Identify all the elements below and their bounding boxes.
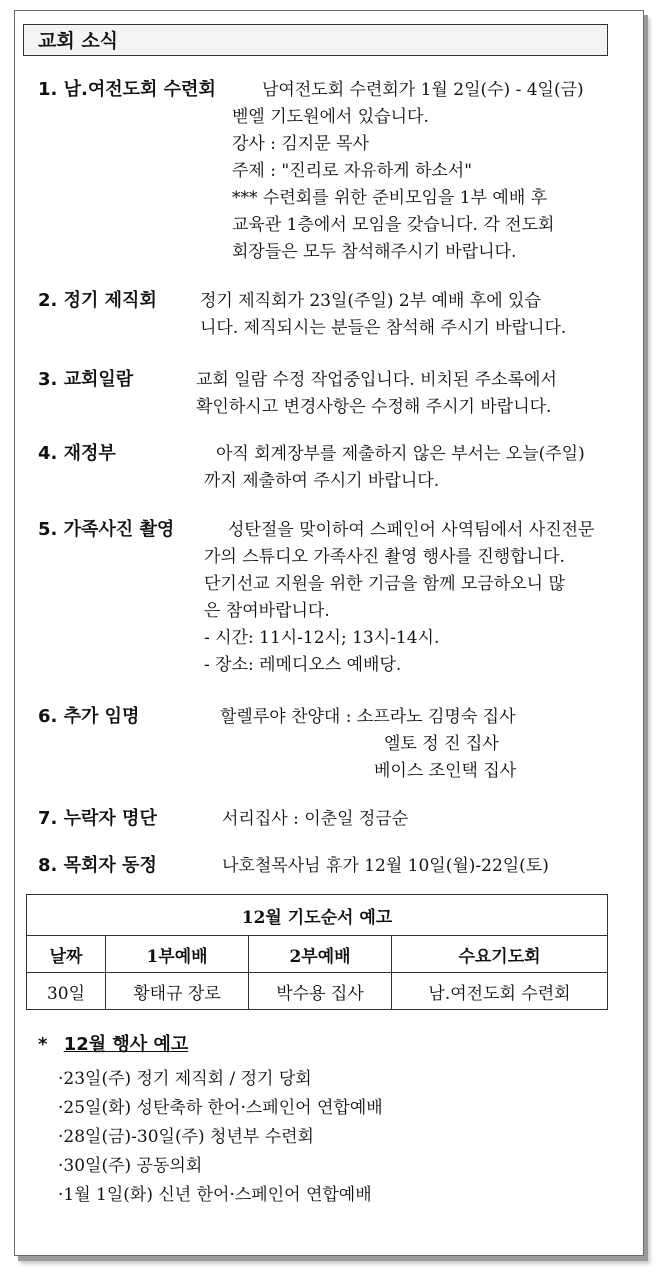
item-7-line-1: 서리집사 : 이춘일 정금순 bbox=[222, 809, 409, 829]
item-5-title: 5. 가족사진 촬영 bbox=[38, 519, 175, 540]
table-header-service-2: 2부예배 bbox=[249, 936, 392, 973]
table-cell-service-2: 박수용 집사 bbox=[249, 973, 392, 1010]
events-bullet: * bbox=[38, 1034, 48, 1055]
event-item: ·1월 1일(화) 신년 한어·스페인어 연합예배 bbox=[58, 1185, 372, 1205]
item-4-line-1: 아직 회계장부를 제출하지 않은 부서는 오늘(주일) bbox=[216, 444, 585, 464]
item-1-line-1: 남여전도회 수련회가 1월 2일(수) - 4일(금) bbox=[262, 80, 584, 100]
table-header-date: 날짜 bbox=[27, 936, 106, 973]
prayer-schedule-table bbox=[26, 894, 608, 1010]
item-2-line-2: 니다. 제직되시는 분들은 참석해 주시기 바랍니다. bbox=[200, 318, 567, 338]
item-4-title: 4. 재정부 bbox=[38, 443, 116, 464]
item-8-title: 8. 목회자 동정 bbox=[38, 855, 157, 876]
item-3-line-2: 확인하시고 변경사항은 수정해 주시기 바랍니다. bbox=[196, 397, 552, 417]
item-8-line-1: 나호철목사님 휴가 12월 10일(월)-22일(토) bbox=[222, 856, 549, 876]
item-6-line-1: 할렐루야 찬양대 : 소프라노 김명숙 집사 bbox=[220, 707, 516, 727]
item-2-title: 2. 정기 제직회 bbox=[38, 290, 157, 311]
item-1-line-2: 벧엘 기도원에서 있습니다. bbox=[232, 107, 429, 127]
table-cell-date: 30일 bbox=[27, 973, 106, 1010]
item-3-line-1: 교회 일람 수정 작업중입니다. 비치된 주소록에서 bbox=[196, 370, 557, 390]
table-header-wednesday: 수요기도회 bbox=[392, 936, 608, 973]
event-item: ·28일(금)-30일(주) 청년부 수련회 bbox=[58, 1127, 314, 1147]
item-5-line-1: 성탄절을 맞이하여 스페인어 사역팀에서 사진전문 bbox=[228, 520, 595, 540]
item-1-line-7: 회장들은 모두 참석해주시기 바랍니다. bbox=[232, 242, 517, 262]
table-cell-service-1: 황태규 장로 bbox=[106, 973, 249, 1010]
events-heading bbox=[38, 1030, 188, 1056]
item-5-line-3: 단기선교 지원을 위한 기금을 함께 모금하오니 많 bbox=[204, 574, 565, 594]
item-1-line-4: 주제 : "진리로 자유하게 하소서" bbox=[232, 161, 473, 181]
table-header-service-1: 1부예배 bbox=[106, 936, 249, 973]
table-row bbox=[27, 973, 608, 1010]
item-6-line-3: 베이스 조인택 집사 bbox=[374, 761, 517, 781]
event-item: ·23일(주) 정기 제직회 / 정기 당회 bbox=[58, 1069, 312, 1089]
item-5-line-5: - 시간: 11시-12시; 13시-14시. bbox=[204, 628, 440, 648]
item-1-line-5: *** 수련회를 위한 준비모임을 1부 예배 후 bbox=[232, 188, 548, 208]
event-item: ·30일(주) 공동의회 bbox=[58, 1156, 203, 1176]
item-5-line-6: - 장소: 레메디오스 예배당. bbox=[204, 655, 402, 675]
item-5-line-2: 가의 스튜디오 가족사진 촬영 행사를 진행합니다. bbox=[204, 547, 565, 567]
item-7-title: 7. 누락자 명단 bbox=[38, 808, 157, 829]
item-1-line-3: 강사 : 김지문 목사 bbox=[232, 134, 369, 154]
item-5-line-4: 은 참여바랍니다. bbox=[204, 601, 330, 621]
event-item: ·25일(화) 성탄축하 한어·스페인어 연합예배 bbox=[58, 1098, 383, 1118]
item-6-title: 6. 추가 임명 bbox=[38, 706, 140, 727]
table-cell-wednesday: 남.여전도회 수련회 bbox=[392, 973, 608, 1010]
item-6-line-2: 엘토 정 진 집사 bbox=[384, 734, 499, 754]
prayer-table-caption: 12월 기도순서 예고 bbox=[27, 895, 608, 936]
item-1-title: 1. 남.여전도회 수련회 bbox=[38, 79, 216, 100]
events-title: 12월 행사 예고 bbox=[63, 1034, 189, 1055]
section-header: 교회 소식 bbox=[23, 24, 608, 56]
item-4-line-2: 까지 제출하여 주시기 바랍니다. bbox=[204, 471, 440, 491]
item-2-line-1: 정기 제직회가 23일(주일) 2부 예배 후에 있습 bbox=[200, 291, 541, 311]
item-1-line-6: 교육관 1층에서 모임을 갖습니다. 각 전도회 bbox=[232, 215, 555, 235]
item-3-title: 3. 교회일람 bbox=[38, 369, 134, 390]
